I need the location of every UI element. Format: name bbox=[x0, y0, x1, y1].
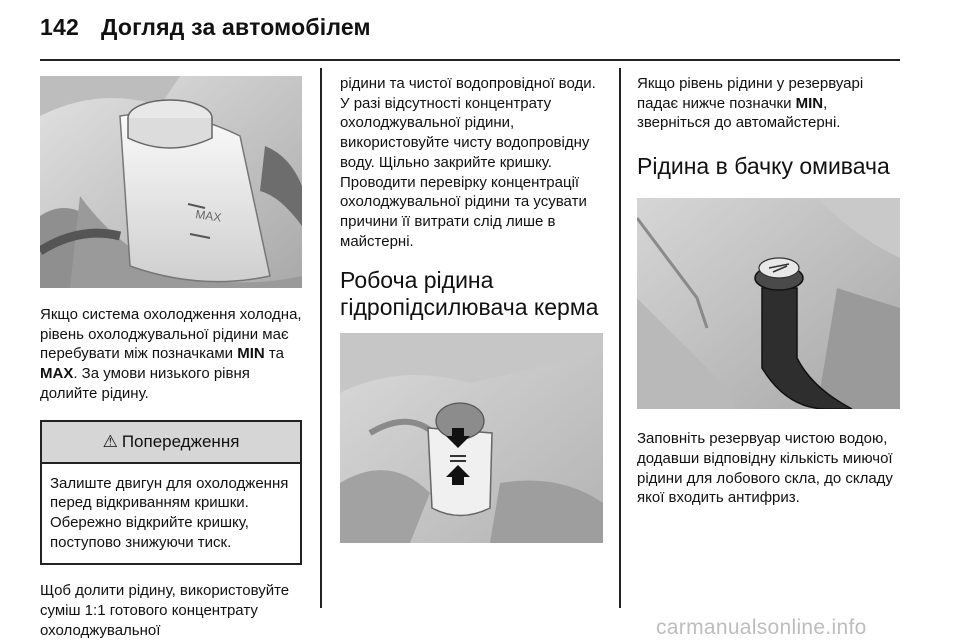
min-mark-label-2: MIN bbox=[795, 94, 824, 112]
washer-fluid-heading: Рідина в бачку омивача bbox=[637, 153, 890, 180]
coolant-reservoir-figure bbox=[40, 76, 302, 288]
page-header bbox=[40, 14, 371, 41]
power-steering-heading: Робоча рідина гідропідсилювача керма bbox=[340, 267, 599, 321]
coolant-text-b: . За умови низького рівня долийте рідину. bbox=[40, 365, 250, 402]
warning-triangle-icon: ⚠ bbox=[102, 431, 118, 451]
page-number: 142 bbox=[40, 14, 79, 40]
column-3 bbox=[637, 74, 901, 508]
column-1 bbox=[40, 76, 302, 640]
page-title: Догляд за автомобілем bbox=[100, 14, 371, 40]
steering-text-a: Якщо рівень рідини у резервуарі падає нижче позначки bbox=[637, 75, 864, 112]
coolant-concentrate-paragraph: рідини та чистої водопровідної води. У разі відсутності концентрату охолоджувальної рідини, використовуйте чисту водопровідну воду. Щільно закрийте кришку. Проводити перевірку концентрації охолоджувальної рідини та усувати причини її витрати слід лише в майстерні. bbox=[340, 75, 596, 250]
header-rule bbox=[40, 59, 900, 61]
watermark: carmanualsonline.info bbox=[656, 616, 867, 639]
warning-title: Попередження bbox=[121, 431, 240, 451]
power-steering-reservoir-figure bbox=[340, 333, 603, 543]
coolant-text-a: Якщо система охолодження холодна, рівень охолоджувальної рідини має перебувати між позначками bbox=[40, 306, 302, 363]
column-divider-2 bbox=[619, 68, 621, 608]
min-mark-label: MIN bbox=[237, 345, 265, 363]
topup-paragraph: Щоб долити рідину, використовуйте суміш 1:1 готового концентрату охолоджувальної bbox=[40, 582, 290, 639]
washer-reservoir-figure bbox=[637, 198, 900, 409]
column-divider-1 bbox=[320, 68, 322, 608]
column-2 bbox=[340, 74, 604, 543]
figure-max-label: MAX bbox=[194, 207, 223, 225]
steering-text-b: , зверніться до автомайстерні. bbox=[637, 94, 841, 132]
warning-body bbox=[42, 464, 300, 564]
warning-header bbox=[42, 422, 300, 464]
max-mark-label: MAX bbox=[40, 365, 74, 383]
steering-fluid-paragraph bbox=[637, 74, 901, 133]
warning-text: Залиште двигун для охолодження перед відкриванням кришки. Обережно відкрийте кришку, поступово знижуючи тиск. bbox=[50, 474, 289, 551]
coolant-level-paragraph bbox=[40, 305, 302, 404]
coolant-text-and: та bbox=[264, 345, 284, 363]
warning-box bbox=[40, 420, 302, 566]
washer-fluid-paragraph: Заповніть резервуар чистою водою, додавши відповідну кількість миючої рідини для лобового скла, до складу якої входить антифриз. bbox=[637, 430, 893, 507]
